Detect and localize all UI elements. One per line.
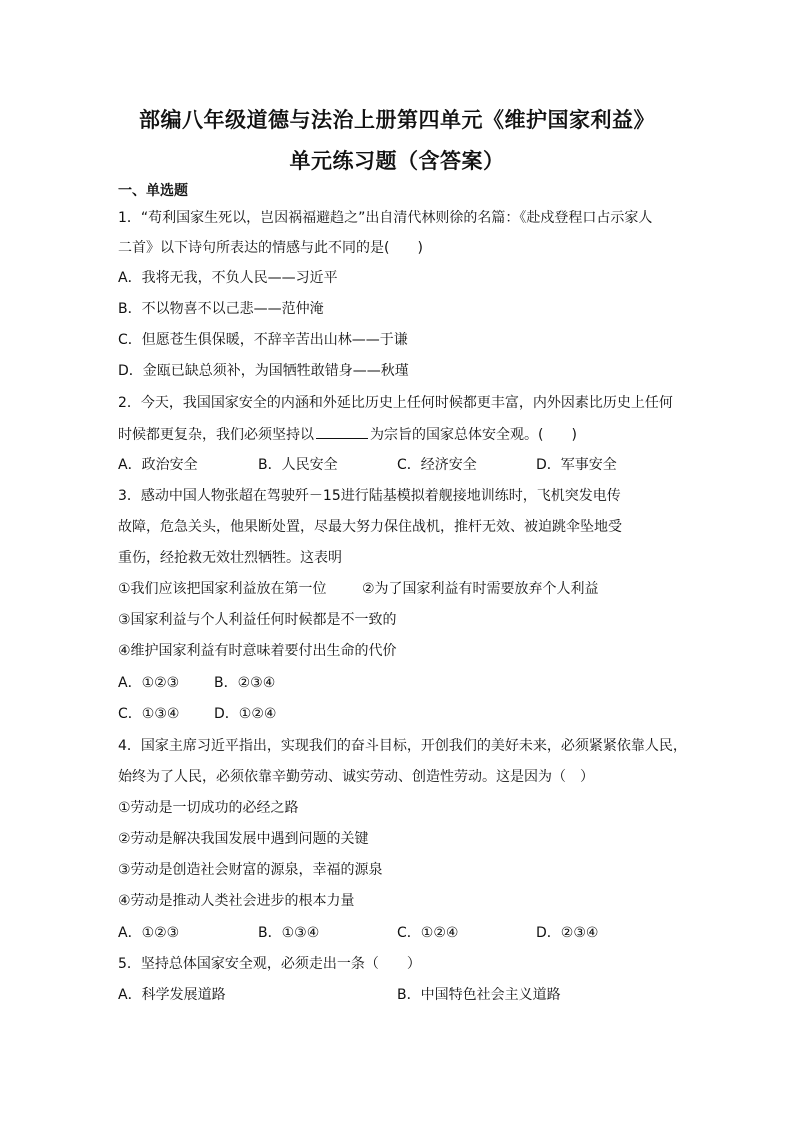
q1-stem-line2: 二首》以下诗句所表达的情感与此不同的是( ) [118, 240, 423, 256]
q3-statement-4: ④维护国家利益有时意味着要付出生命的代价 [118, 643, 397, 659]
q3-stem-line2: 故障，危急关头，他果断处置，尽最大努力保住战机，推杆无效、被迫跳伞坠地受 [118, 519, 622, 535]
document-title-line1: 部编八年级道德与法治上册第四单元《维护国家利益》 [139, 107, 655, 132]
q4-statement-4: ④劳动是推动人类社会进步的根本力量 [118, 893, 355, 909]
q3-statement-3: ③国家利益与个人利益任何时候都是不一致的 [118, 612, 397, 628]
document-title-line2: 单元练习题（含答案） [289, 148, 505, 173]
q2-option-c: C．经济安全 [397, 457, 477, 473]
q4-option-c: C．①②④ [397, 925, 459, 941]
q3-option-b: B．②③④ [214, 675, 276, 691]
q4-option-d: D．②③④ [536, 925, 599, 941]
q1-option-c: C．但愿苍生俱保暖，不辞辛苦出山林——于谦 [118, 332, 408, 348]
q5-option-a: A．科学发展道路 [118, 987, 226, 1003]
q1-option-b: B．不以物喜不以己悲——范仲淹 [118, 301, 324, 317]
q2-stem-line2-pre: 时候都更复杂，我们必须坚持以 [118, 427, 314, 443]
q4-statement-1: ①劳动是一切成功的必经之路 [118, 800, 299, 816]
q2-stem-line2 [118, 424, 577, 445]
q2-answer-blank [316, 424, 368, 439]
q4-stem-line1: 4．国家主席习近平指出，实现我们的奋斗目标，开创我们的美好未来，必须紧紧依靠人民， [118, 738, 687, 754]
q2-stem-line2-post: 为宗旨的国家总体安全观。( ) [370, 427, 577, 443]
q2-option-b: B．人民安全 [258, 457, 338, 473]
q4-option-a: A．①②③ [118, 925, 180, 941]
q3-option-d: D．①②④ [214, 706, 277, 722]
q1-option-a: A．我将无我，不负人民——习近平 [118, 270, 338, 286]
q3-statement-2: ②为了国家利益有时需要放弃个人利益 [362, 581, 599, 597]
q3-option-c: C．①③④ [118, 706, 180, 722]
q5-option-b: B．中国特色社会主义道路 [397, 987, 561, 1003]
q3-stem-line1: 3．感动中国人物张超在驾驶歼－15进行陆基模拟着舰接地训练时，飞机突发电传 [118, 488, 621, 504]
q4-statement-3: ③劳动是创造社会财富的源泉，幸福的源泉 [118, 862, 383, 878]
q2-stem-line1: 2．今天，我国国家安全的内涵和外延比历史上任何时候都更丰富，内外因素比历史上任何 [118, 395, 673, 411]
q5-stem-line1: 5．坚持总体国家安全观，必须走出一条（ ） [118, 956, 421, 972]
q4-statement-2: ②劳动是解决我国发展中遇到问题的关键 [118, 831, 369, 847]
q4-stem-line2: 始终为了人民，必须依靠辛勤劳动、诚实劳动、创造性劳动。这是因为（ ） [118, 769, 594, 785]
q2-option-d: D．军事安全 [536, 457, 617, 473]
section-heading: 一、单选题 [118, 183, 188, 199]
q4-option-b: B．①③④ [258, 925, 320, 941]
q1-option-d: D．金瓯已缺总须补，为国牺牲敢错身——秋瑾 [118, 363, 409, 379]
q1-stem-line1: 1．“苟利国家生死以，岂因祸福避趋之”出自清代林则徐的名篇：《赴戍登程口占示家人 [118, 210, 653, 226]
q3-stem-line3: 重伤，经抢救无效壮烈牺牲。这表明 [118, 550, 342, 566]
q3-option-a: A．①②③ [118, 675, 180, 691]
q2-option-a: A．政治安全 [118, 457, 198, 473]
q3-statement-1: ①我们应该把国家利益放在第一位 [118, 581, 327, 597]
